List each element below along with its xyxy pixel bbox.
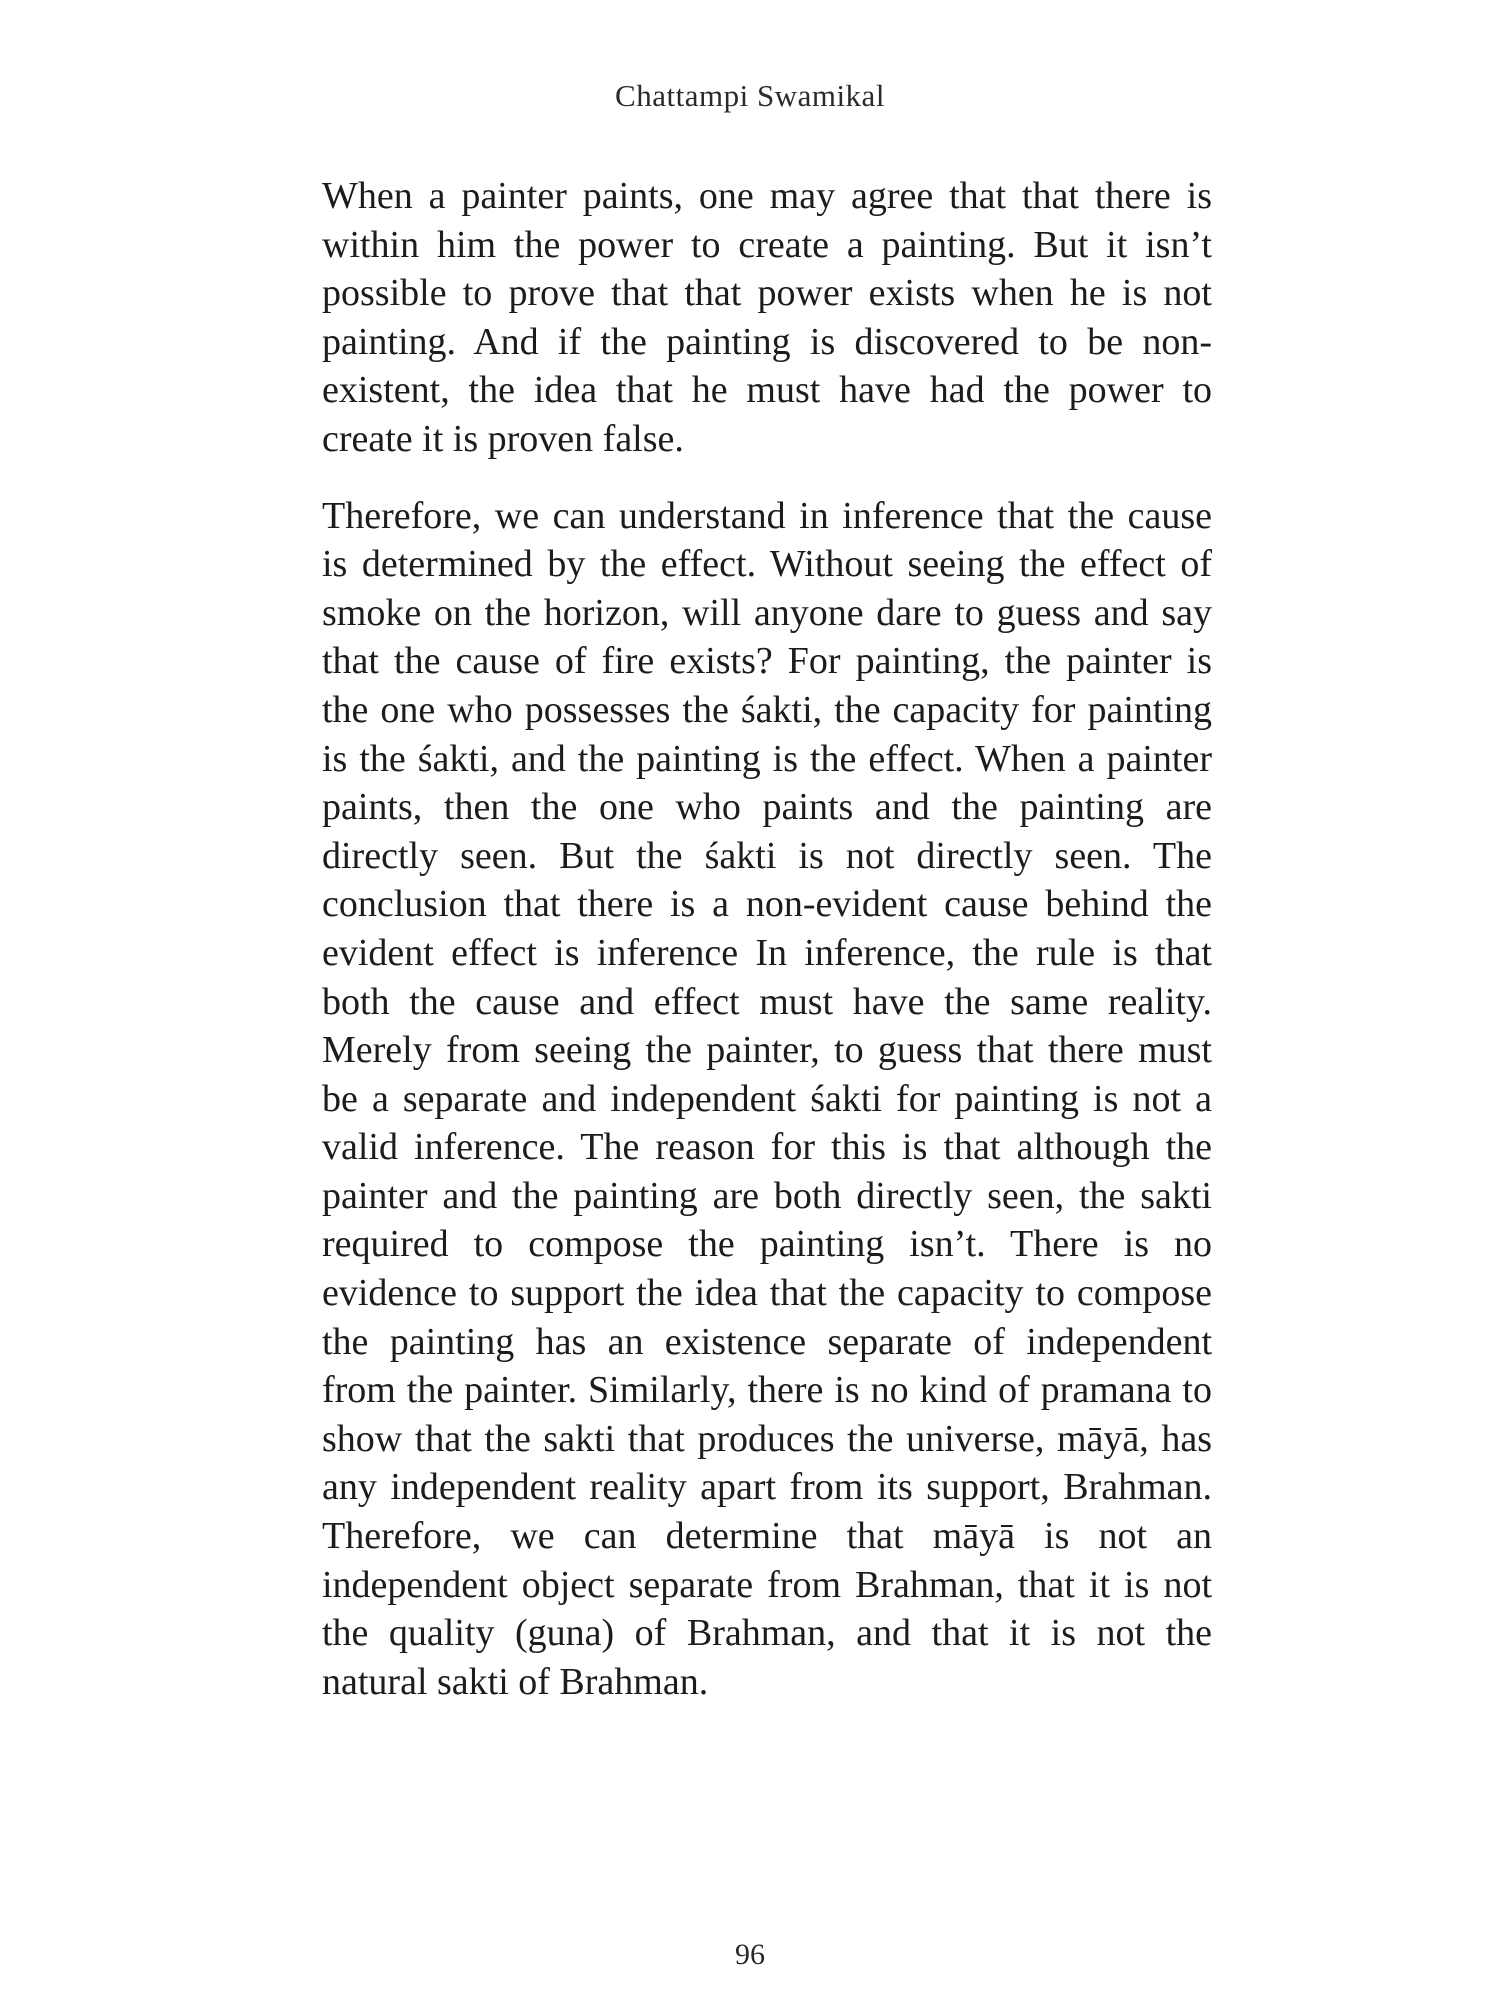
body-text	[322, 172, 1212, 1706]
running-header: Chattampi Swamikal	[615, 78, 885, 113]
paragraph-1: When a painter paints, one may agree that that there is within him the power to create a painting. But it isn’t possible to prove that that power exists when he is not painting. And if the painting is discovered to be non-existent, the idea that he must have had the power to create it is proven false.	[322, 175, 1212, 460]
page-number: 96	[735, 1938, 765, 1971]
paragraph-2: Therefore, we can understand in inference that the cause is determined by the effect. Without seeing the effect of smoke on the horizon, will anyone dare to guess and say that the cause of fire exists? For painting, the painter is the one who possesses the śakti, the capacity for painting is the śakti, and the painting is the effect. When a painter paints, then the one who paints and the painting are directly seen. But the śakti is not directly seen. The conclusion that there is a non-evident cause behind the evident effect is inference In inference, the rule is that both the cause and effect must have the same reality. Merely from seeing the painter, to guess that there must be a separate and independent śakti for painting is not a valid inference. The reason for this is that although the painter and the painting are both directly seen, the sakti required to compose the painting isn’t. There is no evidence to support the idea that the capacity to compose the painting has an existence separate of independent from the painter. Similarly, there is no kind of pramana to show that the sakti that produces the universe, māyā, has any independent reality apart from its support, Brahman. Therefore, we can determine that māyā is not an independent object separate from Brahman, that it is not the quality (guna) of Brahman, and that it is not the natural sakti of Brahman.	[322, 494, 1212, 1703]
